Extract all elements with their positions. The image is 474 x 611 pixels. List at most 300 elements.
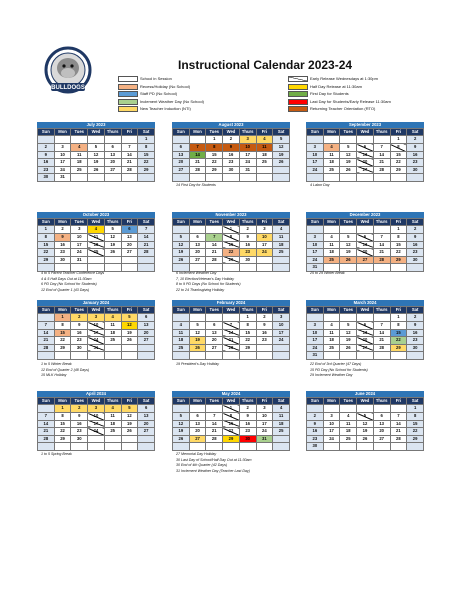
calendar-day: [239, 443, 256, 451]
legend-swatch: [288, 99, 308, 105]
calendar-day: 16: [307, 428, 324, 436]
calendar-day: 19: [340, 337, 357, 345]
calendar-day: 27: [173, 166, 190, 174]
weekday-header: Tues: [206, 219, 223, 226]
calendar-day: [390, 443, 407, 451]
month-june-2024: [306, 391, 424, 451]
calendar-day: [206, 174, 223, 182]
month-title: October 2023: [37, 212, 155, 218]
calendar-day: 25: [71, 166, 88, 174]
calendar-day: 28: [390, 435, 407, 443]
calendar-day: 29: [390, 344, 407, 352]
calendar-day: [373, 352, 390, 360]
calendar-day: 20: [138, 329, 155, 337]
calendar-day: [138, 264, 155, 272]
weekday-header: Mon: [54, 129, 71, 136]
calendar-day: 30: [71, 435, 88, 443]
calendar-day: 12: [104, 234, 121, 242]
calendar-day: 13: [104, 151, 121, 159]
calendar-day: 29: [138, 166, 155, 174]
calendar-day: 10: [256, 234, 273, 242]
calendar-day: 8: [239, 322, 256, 330]
calendar-day: 15: [223, 241, 240, 249]
calendar-day: 13: [357, 151, 374, 159]
weekday-header: Sun: [173, 398, 190, 405]
calendar-day: 4: [340, 413, 357, 421]
calendar-day: [189, 405, 206, 413]
calendar-day: 8: [54, 322, 71, 330]
calendar-day: 15: [54, 329, 71, 337]
calendar-day: [71, 136, 88, 144]
calendar-day: 23: [38, 166, 55, 174]
calendar-day: [138, 435, 155, 443]
calendar-day: [88, 352, 105, 360]
calendar-day: 11: [273, 234, 290, 242]
calendar-day: 23: [407, 159, 424, 167]
calendar-day: [407, 264, 424, 272]
legend-label: Returning Teacher Orientation (RTO): [310, 106, 376, 112]
calendar-day: 9: [256, 322, 273, 330]
calendar-day: 18: [340, 428, 357, 436]
calendar-day: 19: [121, 420, 138, 428]
calendar-day: 24: [323, 435, 340, 443]
calendar-day: 22: [390, 159, 407, 167]
calendar-day: [223, 314, 240, 322]
weekday-header: Mon: [323, 307, 340, 314]
calendar-day: 11: [173, 329, 190, 337]
calendar-day: 8: [223, 413, 240, 421]
calendar-note: 30 Last Day of School/Half Day Out at 11:30am: [176, 457, 252, 462]
calendar-day: [104, 352, 121, 360]
calendar-day: 5: [357, 413, 374, 421]
calendar-day: 4: [173, 322, 190, 330]
weekday-header: Wed: [88, 307, 105, 314]
weekday-header: Wed: [357, 398, 374, 405]
calendar-day: 25: [273, 428, 290, 436]
calendar-day: [323, 174, 340, 182]
calendar-day: 9: [71, 322, 88, 330]
legend-swatch: [288, 84, 308, 90]
calendar-day: [357, 174, 374, 182]
calendar-day: [71, 352, 88, 360]
calendar-day: 10: [307, 151, 324, 159]
weekday-header: Sun: [38, 398, 55, 405]
calendar-day: [323, 136, 340, 144]
calendar-day: 6: [189, 234, 206, 242]
calendar-day: 5: [340, 322, 357, 330]
calendar-note: 29 Inclement Weather Day: [310, 373, 353, 377]
calendar-day: 7: [121, 144, 138, 152]
calendar-day: 8: [54, 413, 71, 421]
weekday-header: Mon: [323, 219, 340, 226]
calendar-day: 20: [104, 159, 121, 167]
month-october-2023: [37, 212, 155, 272]
calendar-day: [273, 256, 290, 264]
month-march-2024: [306, 300, 424, 360]
calendar-day: 21: [206, 428, 223, 436]
calendar-day: 21: [189, 159, 206, 167]
calendar-day: 14: [206, 241, 223, 249]
calendar-day: 11: [340, 420, 357, 428]
calendar-day: 11: [323, 329, 340, 337]
weekday-header: Tues: [71, 129, 88, 136]
calendar-day: 10: [323, 420, 340, 428]
calendar-day: 3: [323, 413, 340, 421]
calendar-day: [223, 174, 240, 182]
calendar-day: 18: [273, 241, 290, 249]
weekday-header: Tues: [71, 398, 88, 405]
weekday-header: Sun: [38, 219, 55, 226]
calendar-day: 15: [390, 151, 407, 159]
calendar-day: 22: [390, 249, 407, 257]
calendar-day: 5: [189, 322, 206, 330]
weekday-header: Fri: [121, 219, 138, 226]
calendar-day: 30: [239, 435, 256, 443]
calendar-note: 27 Memorial Day Holiday: [176, 452, 217, 456]
legend-label: Recess/Holiday (No School): [140, 83, 191, 89]
calendar-day: 12: [273, 144, 290, 152]
calendar-day: 3: [88, 314, 105, 322]
month-title: January 2024: [37, 300, 155, 306]
calendar-day: [273, 443, 290, 451]
calendar-day: 9: [407, 322, 424, 330]
calendar-day: 6: [357, 322, 374, 330]
calendar-note: 4 & 5 Half Days Out at 11:30am: [41, 276, 92, 281]
weekday-header: Sat: [273, 398, 290, 405]
calendar-day: 14: [373, 151, 390, 159]
calendar-day: 27: [121, 249, 138, 257]
calendar-day: 6: [189, 413, 206, 421]
weekday-header: Thurs: [239, 307, 256, 314]
calendar-note: 14 First Day for Students: [176, 183, 216, 187]
calendar-day: [189, 352, 206, 360]
calendar-day: [357, 352, 374, 360]
calendar-day: 14: [223, 329, 240, 337]
calendar-note: 6 PD Day (No School for Students): [41, 282, 97, 286]
calendar-day: [256, 174, 273, 182]
weekday-header: Sun: [173, 129, 190, 136]
calendar-day: [307, 226, 324, 234]
calendar-day: 26: [88, 166, 105, 174]
legend-swatch: [118, 99, 138, 105]
calendar-day: 5: [173, 234, 190, 242]
calendar-day: [239, 174, 256, 182]
calendar-day: 24: [256, 249, 273, 257]
weekday-header: Mon: [189, 129, 206, 136]
calendar-day: 28: [121, 166, 138, 174]
calendar-day: 16: [71, 329, 88, 337]
weekday-header: Wed: [88, 219, 105, 226]
calendar-day: 26: [104, 249, 121, 257]
month-may-2024: [172, 391, 290, 451]
weekday-header: Mon: [323, 398, 340, 405]
calendar-day: 16: [239, 420, 256, 428]
calendar-day: 29: [223, 256, 240, 264]
weekday-header: Tues: [71, 219, 88, 226]
calendar-day: 23: [223, 159, 240, 167]
calendar-day: [323, 314, 340, 322]
calendar-day: 9: [239, 234, 256, 242]
calendar-day: 24: [54, 166, 71, 174]
weekday-header: Thurs: [373, 219, 390, 226]
weekday-header: Sun: [307, 219, 324, 226]
calendar-day: [323, 352, 340, 360]
calendar-day: 4: [273, 405, 290, 413]
calendar-day: 23: [307, 435, 324, 443]
calendar-day: 31: [239, 166, 256, 174]
calendar-day: 28: [373, 166, 390, 174]
calendar-day: 4: [323, 144, 340, 152]
calendar-day: [373, 136, 390, 144]
calendar-day: 18: [323, 337, 340, 345]
calendar-day: [104, 264, 121, 272]
calendar-day: 6: [121, 226, 138, 234]
calendar-day: 5: [88, 144, 105, 152]
calendar-day: 1: [223, 226, 240, 234]
calendar-note: 1 to 5 Spring Break: [41, 452, 72, 456]
calendar-day: 27: [138, 337, 155, 345]
calendar-day: 22: [407, 428, 424, 436]
calendar-day: 14: [38, 420, 55, 428]
calendar-day: [104, 344, 121, 352]
calendar-day: 15: [390, 329, 407, 337]
weekday-header: Thurs: [104, 129, 121, 136]
calendar-day: [407, 443, 424, 451]
calendar-day: 3: [54, 144, 71, 152]
page-title: Instructional Calendar 2023-24: [178, 58, 353, 72]
calendar-day: 22: [206, 159, 223, 167]
calendar-day: 12: [189, 329, 206, 337]
calendar-day: 18: [273, 420, 290, 428]
calendar-day: 10: [239, 144, 256, 152]
weekday-header: Wed: [223, 307, 240, 314]
calendar-day: 2: [307, 413, 324, 421]
calendar-day: 9: [38, 151, 55, 159]
calendar-day: [38, 352, 55, 360]
calendar-day: 2: [407, 136, 424, 144]
calendar-day: [323, 443, 340, 451]
calendar-day: [273, 344, 290, 352]
calendar-day: 27: [104, 166, 121, 174]
calendar-day: 25: [323, 166, 340, 174]
calendar-day: 21: [373, 159, 390, 167]
calendar-day: 3: [256, 226, 273, 234]
calendar-day: 22: [223, 428, 240, 436]
calendar-day: 24: [239, 159, 256, 167]
calendar-day: 5: [104, 226, 121, 234]
calendar-day: 30: [223, 166, 240, 174]
calendar-day: 30: [38, 174, 55, 182]
calendar-day: 1: [390, 226, 407, 234]
calendar-day: [104, 136, 121, 144]
calendar-day: 18: [71, 159, 88, 167]
calendar-day: 8: [390, 234, 407, 242]
calendar-day: 30: [407, 256, 424, 264]
calendar-day: [340, 314, 357, 322]
calendar-day: 4: [273, 226, 290, 234]
calendar-day: 19: [173, 249, 190, 257]
calendar-day: 15: [38, 241, 55, 249]
calendar-day: 1: [407, 405, 424, 413]
weekday-header: Sat: [138, 219, 155, 226]
calendar-day: 12: [173, 241, 190, 249]
legend: [118, 76, 391, 116]
calendar-day: 19: [340, 159, 357, 167]
calendar-day: 1: [390, 314, 407, 322]
calendar-day: 31: [88, 344, 105, 352]
calendar-day: 19: [357, 428, 374, 436]
calendar-day: [340, 443, 357, 451]
calendar-day: 5: [273, 136, 290, 144]
weekday-header: Sat: [138, 129, 155, 136]
calendar-day: 11: [71, 151, 88, 159]
calendar-day: 2: [239, 405, 256, 413]
weekday-header: Sat: [407, 398, 424, 405]
calendar-day: 25: [88, 249, 105, 257]
weekday-header: Tues: [206, 129, 223, 136]
calendar-day: 10: [88, 413, 105, 421]
calendar-day: 14: [373, 329, 390, 337]
calendar-day: 28: [38, 435, 55, 443]
calendar-day: 25: [104, 428, 121, 436]
weekday-header: Wed: [223, 398, 240, 405]
calendar-day: 22: [54, 428, 71, 436]
calendar-day: 11: [104, 413, 121, 421]
calendar-day: [138, 352, 155, 360]
calendar-day: [340, 405, 357, 413]
calendar-day: 31: [307, 264, 324, 272]
calendar-day: 1: [38, 226, 55, 234]
weekday-header: Thurs: [104, 219, 121, 226]
calendar-day: 1: [390, 136, 407, 144]
calendar-day: [121, 264, 138, 272]
calendar-day: 6: [138, 314, 155, 322]
weekday-header: Mon: [323, 129, 340, 136]
month-title: August 2023: [172, 122, 290, 128]
calendar-day: [307, 136, 324, 144]
calendar-day: 6: [357, 234, 374, 242]
calendar-day: 9: [407, 234, 424, 242]
calendar-day: 18: [323, 249, 340, 257]
bulldog-logo-icon: [44, 46, 92, 96]
legend-label: School in Session: [140, 76, 172, 81]
weekday-header: Wed: [357, 129, 374, 136]
month-title: April 2024: [37, 391, 155, 397]
calendar-day: 25: [104, 337, 121, 345]
calendar-day: [373, 314, 390, 322]
calendar-day: 19: [104, 241, 121, 249]
calendar-day: 2: [71, 314, 88, 322]
calendar-day: 2: [54, 226, 71, 234]
calendar-day: 2: [407, 314, 424, 322]
calendar-day: 25: [173, 344, 190, 352]
calendar-day: 11: [104, 322, 121, 330]
calendar-day: 20: [121, 241, 138, 249]
calendar-day: 19: [121, 329, 138, 337]
calendar-day: 28: [206, 435, 223, 443]
calendar-day: 14: [38, 329, 55, 337]
weekday-header: Wed: [88, 398, 105, 405]
calendar-day: [206, 226, 223, 234]
weekday-header: Sat: [138, 307, 155, 314]
calendar-day: [189, 443, 206, 451]
calendar-day: 5: [340, 144, 357, 152]
calendar-day: [189, 226, 206, 234]
calendar-day: 16: [407, 151, 424, 159]
calendar-day: [256, 256, 273, 264]
legend-label: First Day for Students: [310, 91, 349, 97]
weekday-header: Thurs: [104, 398, 121, 405]
weekday-header: Fri: [256, 219, 273, 226]
calendar-day: 28: [223, 344, 240, 352]
calendar-note: 7, 10 Election/Veteran's Day Holiday: [176, 276, 235, 281]
calendar-day: 26: [340, 166, 357, 174]
calendar-day: 2: [407, 226, 424, 234]
calendar-day: 12: [121, 413, 138, 421]
month-january-2024: [37, 300, 155, 360]
calendar-day: 6: [206, 322, 223, 330]
calendar-day: 2: [223, 136, 240, 144]
calendar-note: 4 to 5 Parent Teacher Conference Days: [41, 271, 105, 275]
calendar-day: [340, 136, 357, 144]
calendar-day: [138, 174, 155, 182]
calendar-day: 10: [88, 322, 105, 330]
calendar-day: 31: [54, 174, 71, 182]
calendar-day: 19: [189, 337, 206, 345]
calendar-day: 26: [173, 256, 190, 264]
calendar-day: 20: [189, 249, 206, 257]
weekday-header: Mon: [54, 219, 71, 226]
calendar-day: 14: [138, 234, 155, 242]
calendar-day: 16: [407, 241, 424, 249]
calendar-day: [88, 443, 105, 451]
legend-label: New Teacher Induction (NTI): [140, 106, 191, 112]
calendar-day: 17: [88, 329, 105, 337]
calendar-day: [256, 443, 273, 451]
calendar-day: 24: [71, 249, 88, 257]
calendar-day: 27: [357, 166, 374, 174]
calendar-day: [38, 443, 55, 451]
calendar-day: 12: [357, 420, 374, 428]
calendar-day: 16: [54, 241, 71, 249]
calendar-day: [54, 136, 71, 144]
calendar-day: 2: [239, 226, 256, 234]
calendar-day: [71, 174, 88, 182]
calendar-day: 20: [373, 428, 390, 436]
calendar-day: [407, 352, 424, 360]
calendar-day: 10: [307, 329, 324, 337]
calendar-day: [256, 344, 273, 352]
calendar-day: 13: [373, 420, 390, 428]
calendar-day: [138, 443, 155, 451]
calendar-day: 17: [256, 420, 273, 428]
calendar-day: [256, 166, 273, 174]
calendar-day: 20: [138, 420, 155, 428]
calendar-day: [223, 352, 240, 360]
calendar-note: 6 Inclement Weather Day: [176, 271, 217, 275]
calendar-day: 13: [138, 413, 155, 421]
calendar-day: 13: [138, 322, 155, 330]
weekday-header: Sun: [38, 129, 55, 136]
calendar-day: 7: [206, 413, 223, 421]
calendar-day: [373, 405, 390, 413]
calendar-day: [223, 443, 240, 451]
weekday-header: Tues: [71, 307, 88, 314]
calendar-day: 13: [206, 329, 223, 337]
calendar-day: 22: [223, 249, 240, 257]
calendar-day: 27: [189, 435, 206, 443]
calendar-day: 12: [88, 151, 105, 159]
